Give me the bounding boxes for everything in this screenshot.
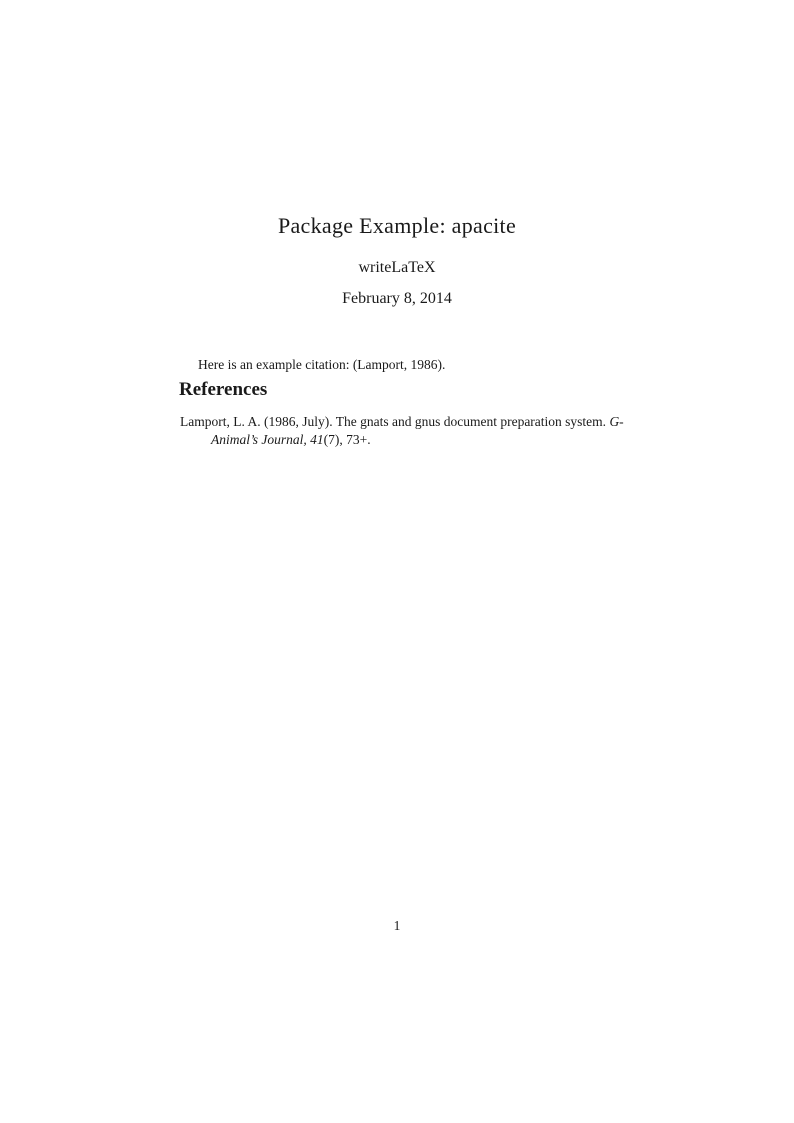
reference-list <box>180 413 655 449</box>
title-block <box>0 213 794 239</box>
references-heading: References <box>179 379 268 400</box>
body-paragraph: Here is an example citation: (Lamport, 1986). <box>198 356 446 372</box>
document-author: writeLaTeX <box>358 259 436 276</box>
document-date: February 8, 2014 <box>342 290 452 307</box>
reference-text-issue: (7), 73+. <box>323 432 371 447</box>
page-number: 1 <box>393 918 401 933</box>
reference-text-regular: Lamport, L. A. (1986, July). The gnats and gnus document preparation system. <box>180 414 610 429</box>
reference-journal-italic: G-Animal’s Journal, 41 <box>211 414 624 447</box>
reference-entry <box>180 413 655 449</box>
document-title: Package Example: apacite <box>277 213 517 238</box>
